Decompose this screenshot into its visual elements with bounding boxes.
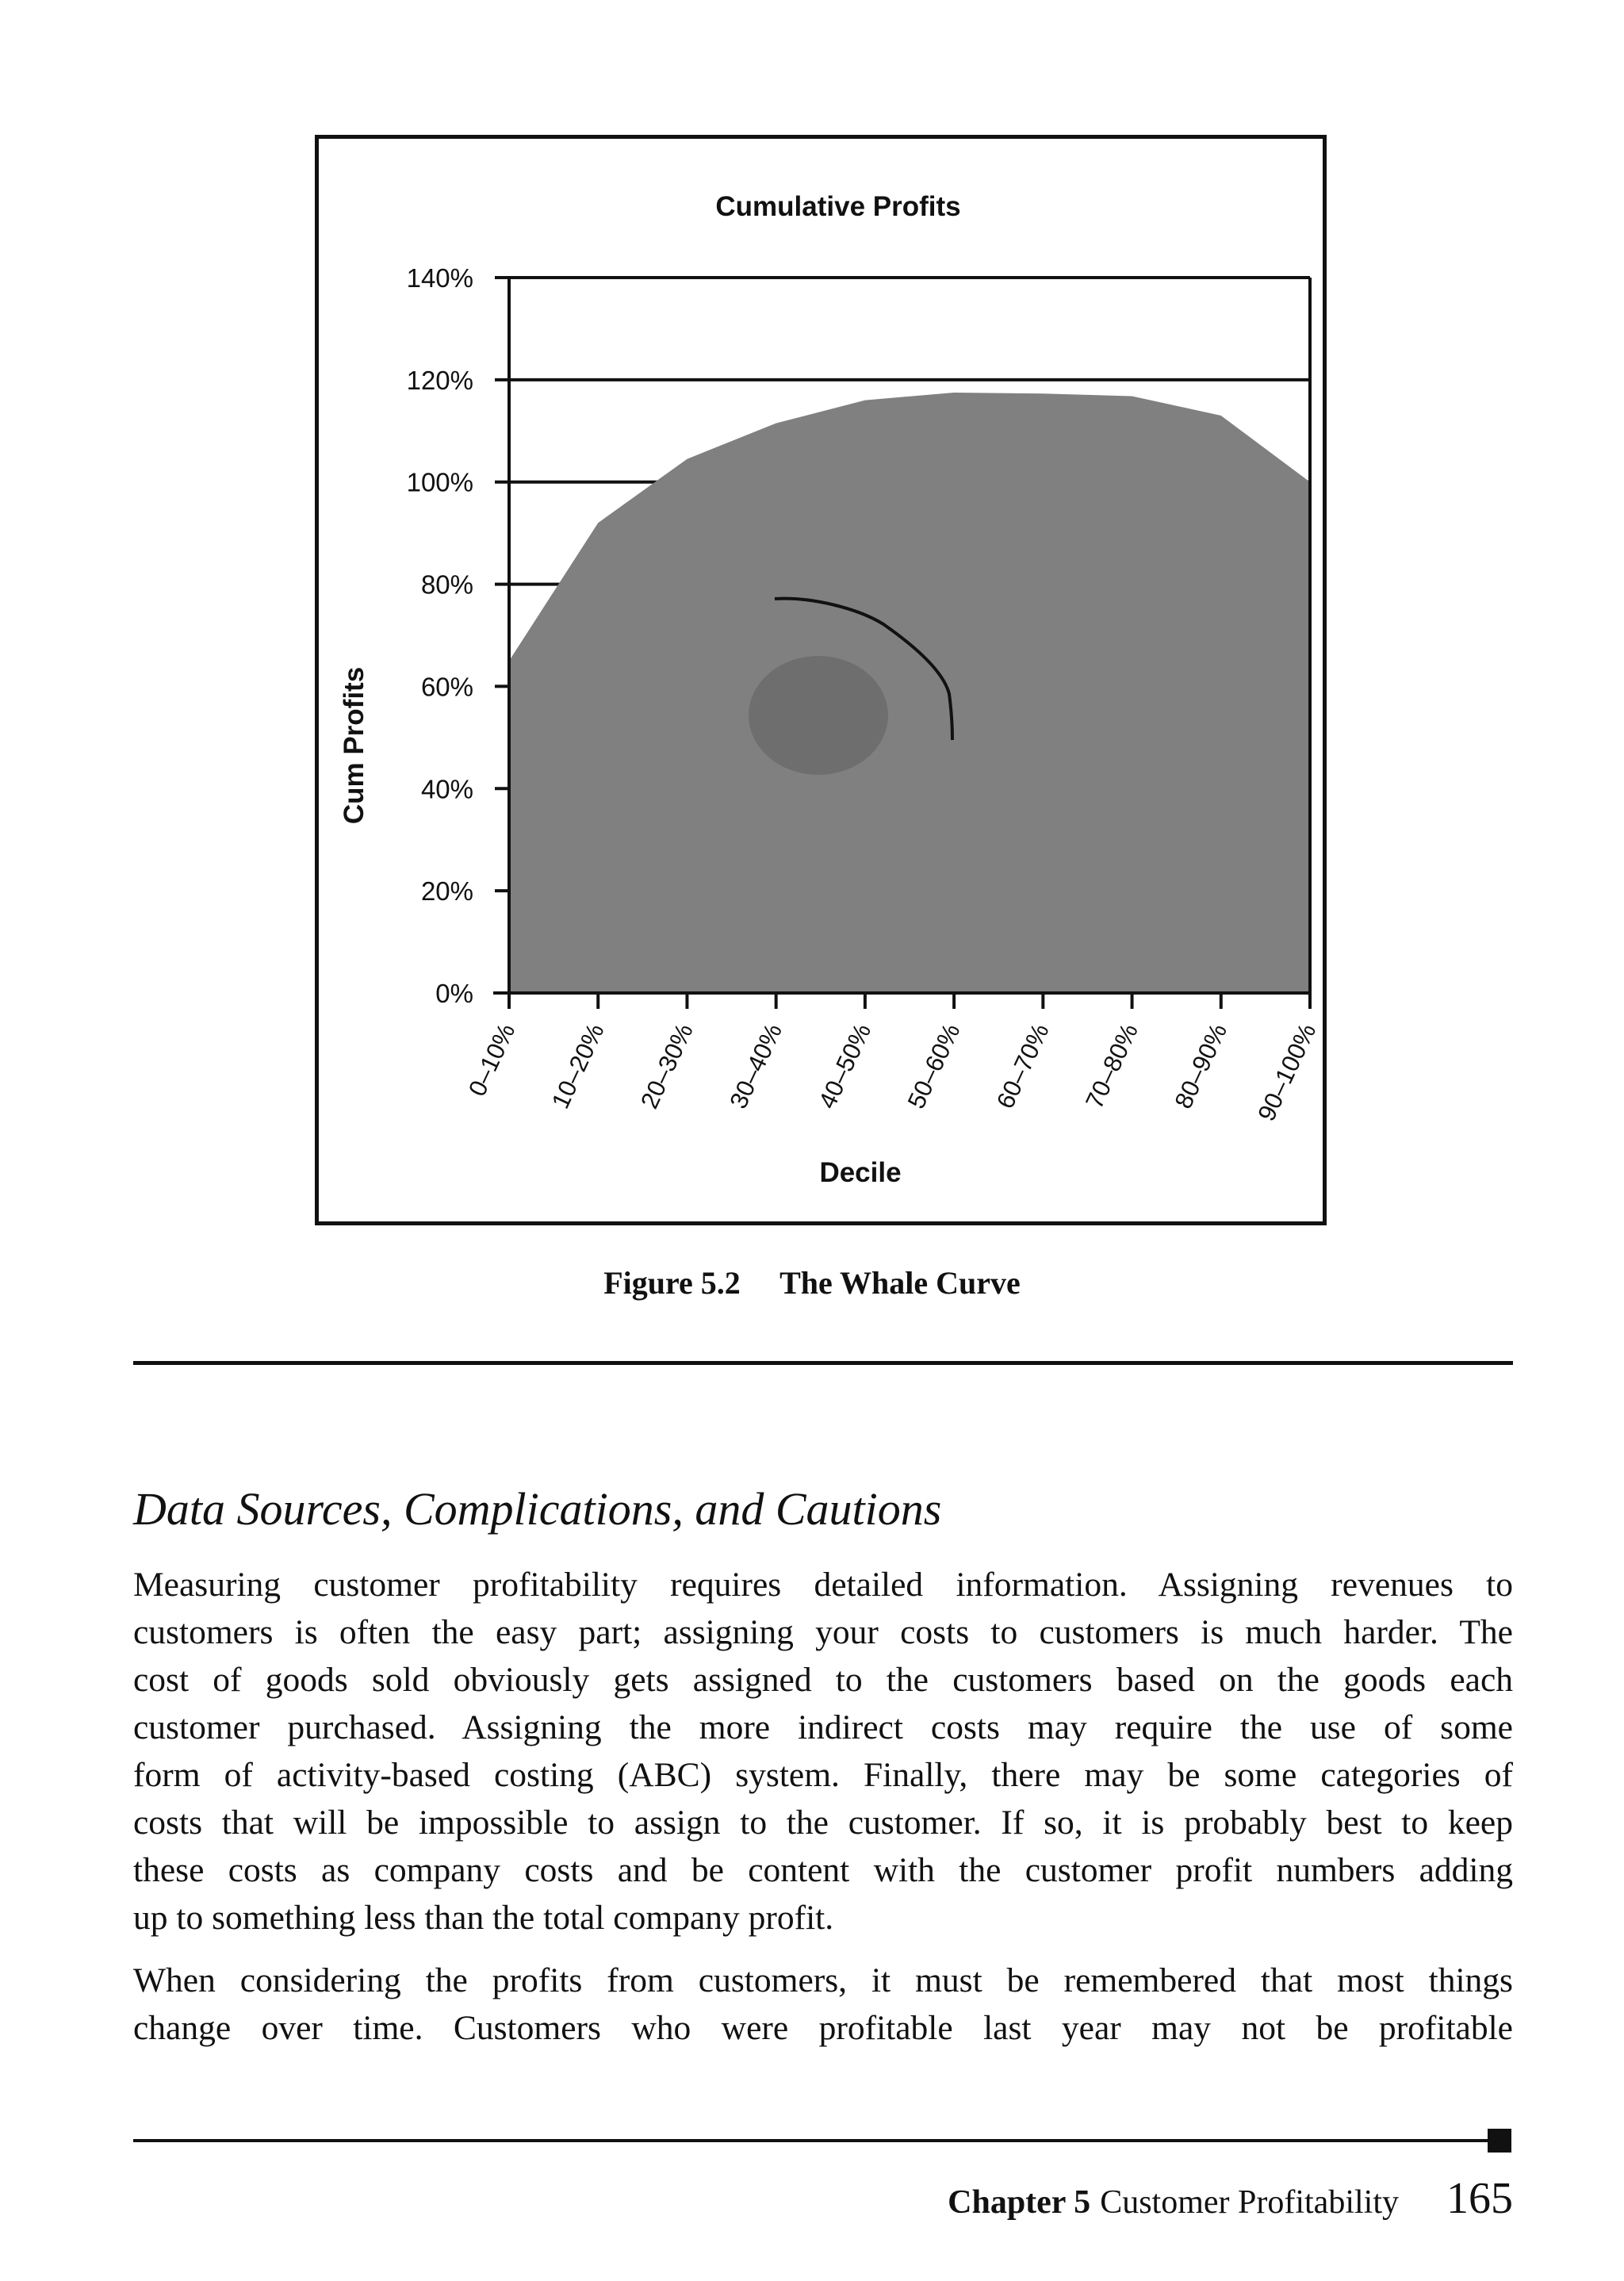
text-line: cost of goods sold obviously gets assigned to the customers based on the goods each <box>133 1661 1513 1699</box>
y-tick-label: 140% <box>406 263 473 293</box>
x-tick-label: 20–30% <box>634 1019 699 1114</box>
y-tick-label: 100% <box>406 467 473 497</box>
x-tick-label: 90–100% <box>1252 1019 1322 1125</box>
section-divider <box>133 1361 1513 1365</box>
y-axis-ticks <box>407 263 509 1008</box>
paragraph <box>133 1957 1513 2052</box>
y-tick-label: 0% <box>435 979 473 1008</box>
x-axis-ticks <box>463 993 1322 1125</box>
section-heading: Data Sources, Complications, and Cautions <box>133 1483 942 1535</box>
x-tick-label: 40–50% <box>813 1019 877 1114</box>
y-tick-label: 80% <box>420 569 473 600</box>
text-line: customer purchased. Assigning the more indirect costs may require the use of some <box>133 1708 1513 1746</box>
whale-curve-chart <box>319 139 1323 1221</box>
whale-eye <box>749 656 888 775</box>
figure-frame <box>315 135 1327 1225</box>
text-line: form of activity-based costing (ABC) system. Finally, there may be some categories of <box>133 1756 1513 1794</box>
footer-rule <box>133 2139 1494 2142</box>
text-line: change over time. Customers who were profitable last year may not be profitable <box>133 2009 1513 2047</box>
paragraph <box>133 1561 1513 1942</box>
x-tick-label: 0–10% <box>462 1019 521 1101</box>
page-number: 165 <box>1446 2174 1513 2223</box>
x-tick-label: 60–70% <box>990 1019 1055 1114</box>
y-tick-label: 40% <box>420 774 473 804</box>
running-footer <box>948 2173 1513 2224</box>
figure-caption <box>0 1264 1624 1302</box>
x-tick-label: 50–60% <box>902 1019 966 1114</box>
text-line: Measuring customer profitability requires detailed information. Assigning revenues to <box>133 1566 1513 1604</box>
x-tick-label: 10–20% <box>546 1019 610 1114</box>
text-line: customers is often the easy part; assigning your costs to customers is much harder. The <box>133 1613 1513 1651</box>
x-axis-label: Decile <box>819 1157 902 1188</box>
text-line: up to something less than the total company profit. <box>133 1899 834 1937</box>
footer-chapter: Chapter 5 <box>948 2184 1091 2221</box>
y-tick-label: 60% <box>420 672 473 702</box>
x-tick-label: 80–90% <box>1169 1019 1233 1114</box>
x-tick-label: 30–40% <box>724 1019 788 1114</box>
figure-title: The Whale Curve <box>779 1265 1021 1301</box>
y-tick-label: 120% <box>406 365 473 395</box>
footer-rule-square <box>1488 2129 1511 2153</box>
text-line: costs that will be impossible to assign to the customer. If so, it is probably best to keep <box>133 1804 1513 1842</box>
y-axis-label: Cum Profits <box>339 666 370 825</box>
x-tick-label: 70–80% <box>1080 1019 1143 1114</box>
y-tick-label: 20% <box>420 876 473 907</box>
chart-title: Cumulative Profits <box>715 191 961 222</box>
figure-number: Figure 5.2 <box>603 1265 741 1301</box>
text-line: these costs as company costs and be content with the customer profit numbers adding <box>133 1851 1513 1889</box>
footer-title: Customer Profitability <box>1100 2184 1399 2221</box>
text-line: When considering the profits from customers, it must be remembered that most things <box>133 1961 1513 1999</box>
